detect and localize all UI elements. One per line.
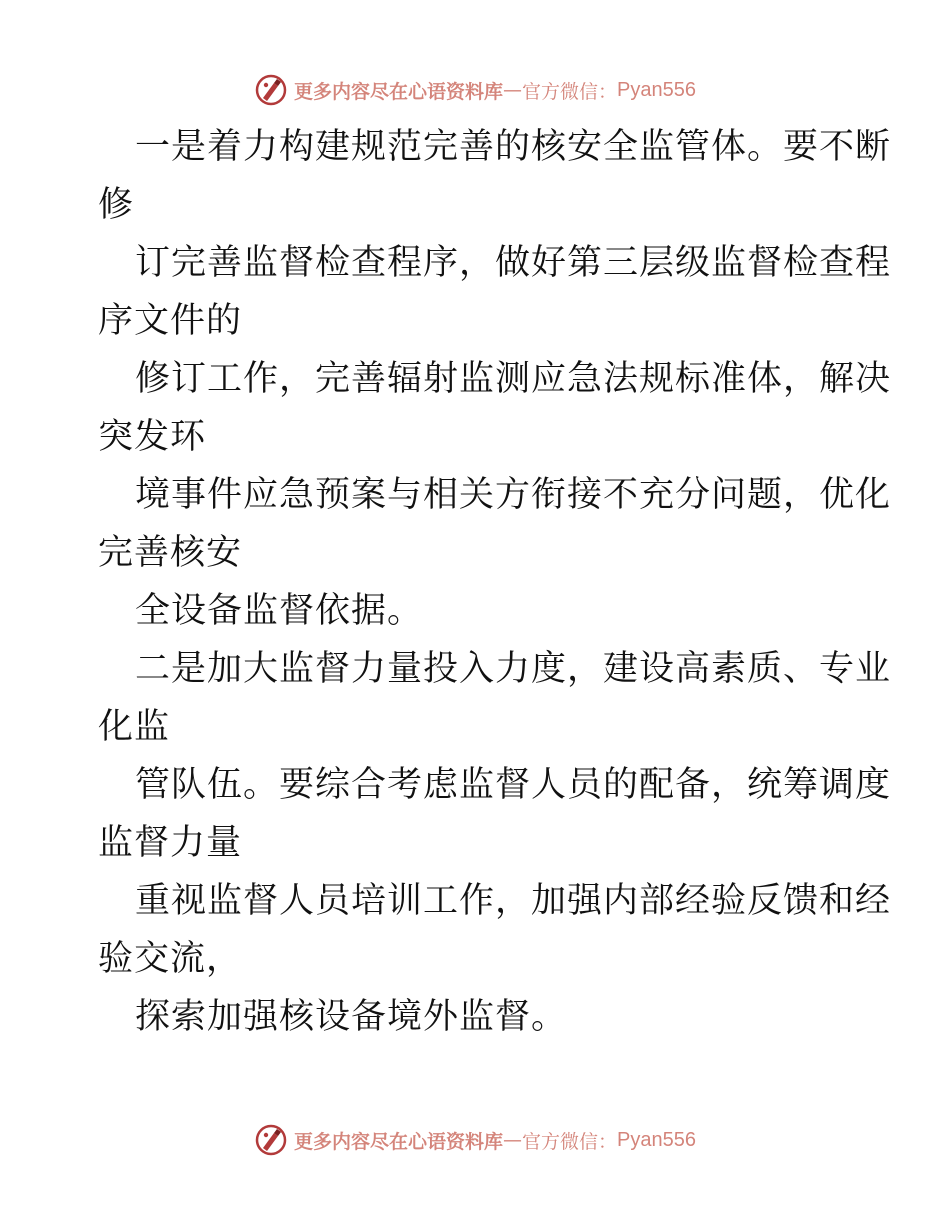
text-line: 管队伍。要综合考虑监督人员的配备，统筹调度 <box>135 765 892 805</box>
text-line: 序文件的 <box>98 301 243 341</box>
banner-dash: — <box>503 1129 523 1151</box>
text-line: 验交流， <box>98 939 243 979</box>
text-line: 境事件应急预案与相关方衔接不充分问题，优化 <box>135 475 892 515</box>
pen-logo-icon <box>254 73 288 107</box>
text-line: 订完善监督检查程序，做好第三层级监督检查程 <box>135 243 892 283</box>
text-line: 探索加强核设备境外监督。 <box>135 997 568 1037</box>
text-line: 二是加大监督力量投入力度，建设高素质、专业 <box>135 649 892 689</box>
document-body <box>98 118 892 1046</box>
text-line: 完善核安 <box>98 533 243 573</box>
text-line: 全设备监督依据。 <box>135 591 424 631</box>
banner-main-text: 更多内容尽在心语资料库 <box>294 80 504 103</box>
text-line: 重视监督人员培训工作，加强内部经验反馈和经 <box>135 881 892 921</box>
banner-wechat-label: 官方微信： <box>522 80 618 103</box>
text-line: 修 <box>98 185 135 225</box>
text-line: 一是着力构建规范完善的核安全监管体。要不断 <box>135 127 892 167</box>
text-line: 修订工作，完善辐射监测应急法规标准体，解决 <box>135 359 892 399</box>
header-banner <box>0 72 950 108</box>
banner-wechat-id: Pyan556 <box>617 1128 696 1151</box>
banner-dash: — <box>503 79 523 101</box>
pen-logo-icon <box>254 1123 288 1157</box>
banner-main-text: 更多内容尽在心语资料库 <box>294 1130 504 1153</box>
banner-wechat-id: Pyan556 <box>617 78 696 101</box>
footer-banner <box>0 1122 950 1158</box>
text-line: 监督力量 <box>98 823 243 863</box>
text-line: 化监 <box>98 707 171 747</box>
text-line: 突发环 <box>98 417 207 457</box>
banner-wechat-label: 官方微信： <box>522 1130 618 1153</box>
